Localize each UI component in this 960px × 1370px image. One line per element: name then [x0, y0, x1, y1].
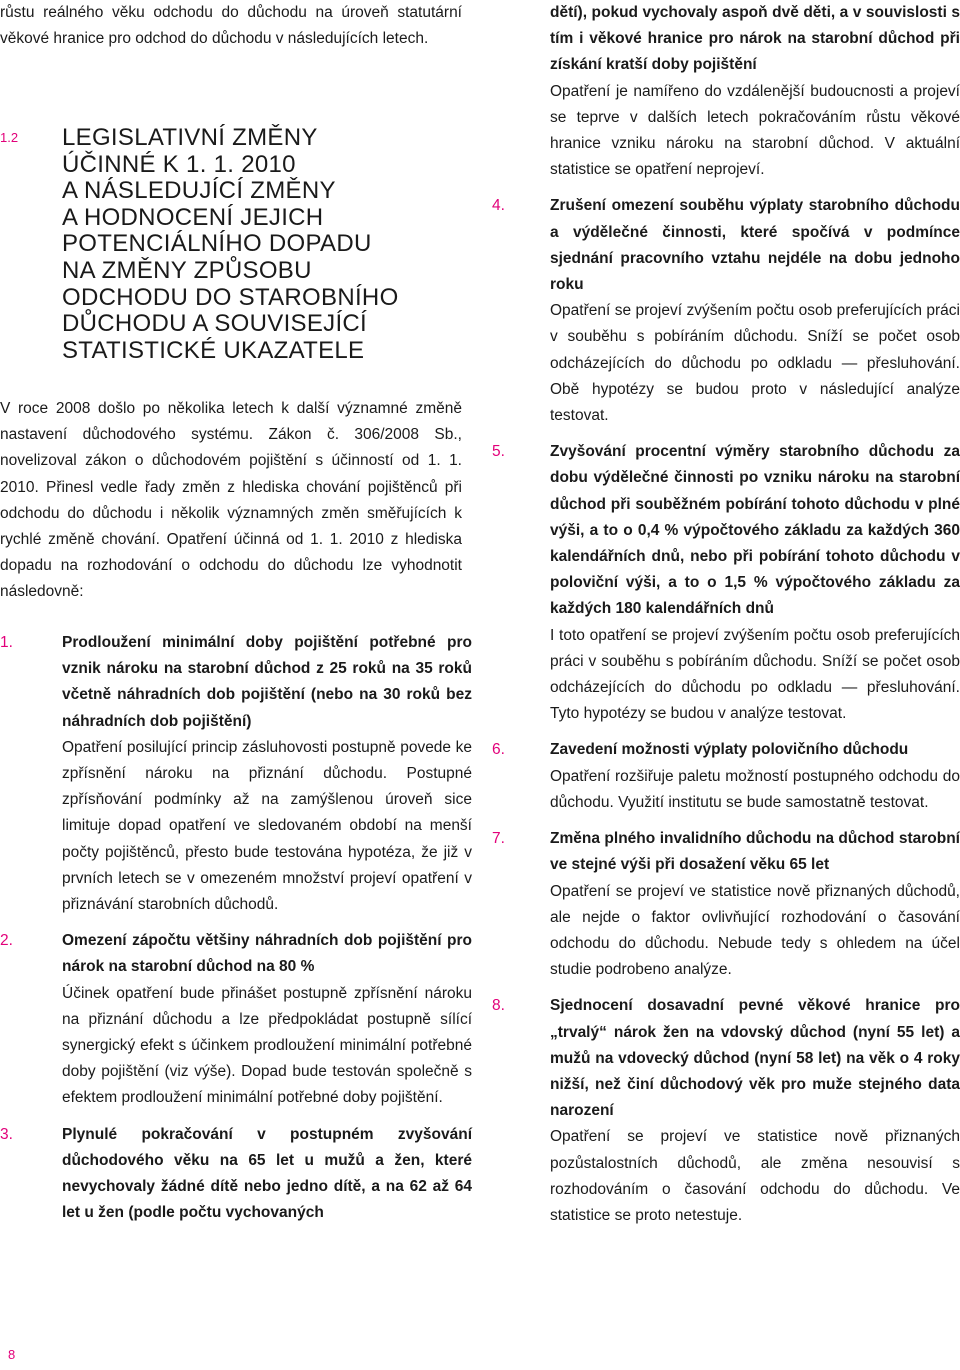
item-title: Zrušení omezení souběhu výplaty starobního důchodu a výdělečné činnosti, které spočívá v podmínce sjednání pracovního vztahu nejdéle na dobu jednoho roku	[550, 197, 960, 294]
section-title-line: STATISTICKÉ UKAZATELE	[62, 336, 365, 364]
section-number: 1.2	[0, 130, 19, 145]
list-item	[492, 737, 960, 816]
item-number: 8.	[492, 997, 505, 1015]
item-number: 3.	[0, 1125, 13, 1143]
item-title: Plynulé pokračování v postupném zvyšování důchodového věku na 65 let u mužů a žen, které nevychovaly žádné dítě nebo jedno dítě, a na 62 až 64 let u žen (podle počtu vychovaných	[62, 1125, 472, 1222]
item-description: Opatření posilující princip zásluhovosti postupně povede ke zpřísnění nároku na přiznání důchodu. Postupné zpřísňování podmínky až na zamýšlenou úroveň sice limituje dopad opatření ve sledovaném období na menší počty pojištěnců, přesto bude testována hypotéza, že již v prvních letech se v omezeném množství projeví opatření v přiznávání starobních důchodů.	[62, 738, 472, 914]
section-title	[62, 125, 472, 364]
section-title-line: A HODNOCENÍ JEJICH	[62, 203, 324, 231]
item-number: 6.	[492, 741, 505, 759]
item-description: Opatření se projeví zvýšením počtu osob preferujících práci v souběhu s pobíráním důchodu. Sníží se počet osob odcházejících do důchodu po odkladu — přesluhování. Obě hypotézy se budou proto v následující analýze testovat.	[550, 302, 960, 425]
section-title-line: NA ZMĚNY ZPŮSOBU	[62, 256, 312, 284]
item-description: Opatření rozšiřuje paletu možností postupného odchodu do důchodu. Využití institutu se bude samostatně testovat.	[550, 767, 960, 811]
item-description: I toto opatření se projeví zvýšením počtu osob preferujících práci v souběhu s pobíráním důchodu. Sníží se počet osob odcházejících do důchodu po odkladu — přesluhování. Tyto hypotézy se budou v analýze testovat.	[550, 626, 960, 723]
list-item	[0, 630, 472, 918]
section-title-line: DŮCHODU A SOUVISEJÍCÍ	[62, 310, 368, 338]
section-title-line: A NÁSLEDUJÍCÍ ZMĚNY	[62, 177, 336, 205]
item-number: 2.	[0, 932, 13, 950]
measures-list-right	[492, 0, 960, 1229]
item-description: Opatření se projeví ve statistice nově přiznaných důchodů, ale nejde o faktor ovlivňující rozhodování o časování odchodu do důchodu. Nebude tedy s ohledem na účel studie podrobeno analýze.	[550, 882, 960, 979]
item-number: 5.	[492, 443, 505, 461]
item-title: Zavedení možnosti výplaty polovičního důchodu	[550, 741, 909, 759]
item-title: Sjednocení dosavadní pevné věkové hranice pro „trvalý“ nárok žen na vdovský důchod (nyní 55 let) a mužů na vdovecký důchod (nyní 58 let) na věk o 4 roky nižší, než činí důchodový věk pro muže stejného data narození	[550, 997, 960, 1120]
intro-paragraph: růstu reálného věku odchodu do důchodu na úroveň statutární věkové hranice pro odchod do důchodu v následujících letech.	[0, 4, 462, 48]
measures-list-left	[0, 630, 472, 1226]
item-title: Omezení zápočtu většiny náhradních dob pojištění pro nárok na starobní důchod na 80 %	[62, 932, 472, 976]
list-item	[0, 1122, 472, 1227]
page-number: 8	[8, 1347, 16, 1362]
list-item	[0, 928, 472, 1111]
section-title-line: POTENCIÁLNÍHO DOPADU	[62, 230, 372, 258]
list-item	[492, 439, 960, 727]
section-title-line: ÚČINNÉ K 1. 1. 2010	[62, 150, 296, 178]
item-description: Opatření je namířeno do vzdálenější budoucnosti a projeví se teprve v dalších letech pokračováním růstu věkové hranice vzniku nároku na starobní důchod. V aktuální statistice se opatření neprojeví.	[550, 82, 960, 179]
section-title-line: LEGISLATIVNÍ ZMĚNY	[62, 124, 318, 151]
list-item	[492, 0, 960, 183]
item-title: Prodloužení minimální doby pojištění potřebné pro vznik nároku na starobní důchod z 25 roků na 35 roků včetně náhradních dob pojištění (nebo na 30 roků bez náhradních dob pojištění)	[62, 634, 472, 730]
list-item	[492, 993, 960, 1229]
item-description: Účinek opatření bude přinášet postupně zpřísnění nároku na přiznání důchodu a lze předpokládat postupně sílící synergický efekt s účinkem prodloužení minimální potřebné doby pojištění (viz výše). Dopad bude testován společně s efektem prodloužení minimální potřebné doby pojištění.	[62, 984, 472, 1107]
body-paragraph: V roce 2008 došlo po několika letech k další významné změně nastavení důchodového systému. Zákon č. 306/2008 Sb., novelizoval zákon o důchodovém pojištění s účinností od 1. 1. 2010. Přinesl vedle řady změn z hlediska chování pojištěnců při odchodu do důchodu i několik významných změn směřujících k rychlé změně chování. Opatření účinná od 1. 1. 2010 z hlediska dopadu na rozhodování o odchodu do důchodu lze vyhodnotit následovně:	[0, 400, 462, 601]
item-number: 7.	[492, 830, 505, 848]
list-item	[492, 826, 960, 983]
item-description: Opatření se projeví ve statistice nově přiznaných pozůstalostních důchodů, ale změna nesouvisí s rozhodováním o časování odchodu do důchodu. Ve statistice se proto netestuje.	[550, 1128, 960, 1224]
item-title: Zvyšování procentní výměry starobního důchodu za dobu výdělečné činnosti po vzniku nároku na starobní důchod při souběžném pobírání tohoto důchodu v plné výši, a to o 0,4 % výpočtového základu za každých 360 kalendářních dnů, nebo při pobírání tohoto důchodu v poloviční výši, a to o 1,5 % výpočtového základu za každých 180 kalendářních dnů	[550, 443, 960, 618]
list-item	[492, 193, 960, 429]
item-title: dětí), pokud vychovaly aspoň dvě děti, a v souvislosti s tím i věkové hranice pro nárok na starobní důchod při získání kratší doby pojištění	[550, 4, 960, 74]
item-title: Změna plného invalidního důchodu na důchod starobní ve stejné výši při dosažení věku 65 let	[550, 830, 960, 874]
item-number: 1.	[0, 634, 13, 651]
section-title-line: ODCHODU DO STAROBNÍHO	[62, 283, 399, 311]
item-number: 4.	[492, 197, 505, 215]
